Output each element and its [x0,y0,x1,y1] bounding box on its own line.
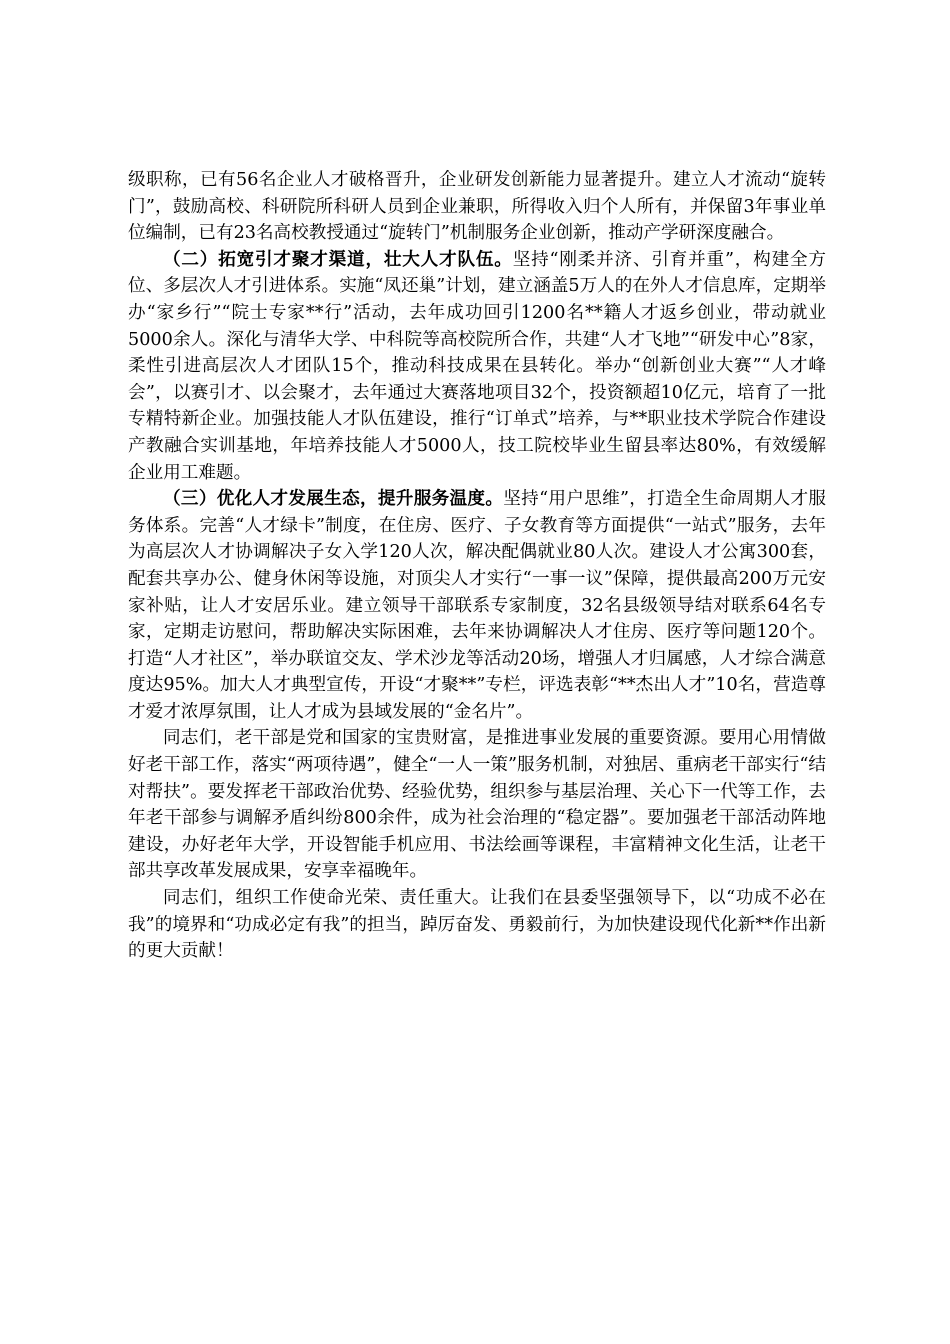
paragraph-talent-ecosystem [128,486,826,725]
paragraph-talent-flow [128,167,826,247]
section-heading-2: （二）拓宽引才聚才渠道，壮大人才队伍。 [163,248,513,270]
paragraph-closing [128,885,826,965]
section-heading-3: （三）优化人才发展生态，提升服务温度。 [163,488,504,510]
paragraph-talent-recruitment [128,247,826,486]
paragraph-text: 坚持“用户思维”，打造全生命周期人才服务体系。完善“人才绿卡”制度，在住房、医疗、子女教育等方面提供“一站式”服务，去年为高层次人才协调解决子女入学120人次，解决配偶就业80人次。建设人才公寓300套，配套共享办公、健身休闲等设施，对顶尖人才实行“一事一议”保障，提供最高200万元安家补贴，让人才安居乐业。建立领导干部联系专家制度，32名县级领导结对联系64名专家，定期走访慰问，帮助解决实际困难，去年来协调解决人才住房、医疗等问题120个。打造“人才社区”，举办联谊交友、学术沙龙等活动20场，增强人才归属感，人才综合满意度达95%。加大人才典型宣传，开设“才聚**”专栏，评选表彰“**杰出人才”10名，营造尊才爱才浓厚氛围，让人才成为县域发展的“金名片”。 [128,489,826,722]
paragraph-text: 同志们，老干部是党和国家的宝贵财富，是推进事业发展的重要资源。要用心用情做好老干部工作，落实“两项待遇”，健全“一人一策”服务机制，对独居、重病老干部实行“结对帮扶”。要发挥老干部政治优势、经验优势，组织参与基层治理、关心下一代等工作，去年老干部参与调解矛盾纠纷800余件，成为社会治理的“稳定器”。要加强老干部活动阵地建设，办好老年大学，开设智能手机应用、书法绘画等课程，丰富精神文化生活，让老干部共享改革发展成果，安享幸福晚年。 [128,728,826,882]
paragraph-text: 坚持“刚柔并济、引育并重”，构建全方位、多层次人才引进体系。实施“凤还巢”计划，建立涵盖5万人的在外人才信息库，定期举办“家乡行”“院士专家**行”活动，去年成功回引1200名**籍人才返乡创业，带动就业5000余人。深化与清华大学、中科院等高校院所合作，共建“人才飞地”“研发中心”8家，柔性引进高层次人才团队15个，推动科技成果在县转化。举办“创新创业大赛”“人才峰会”，以赛引才、以会聚才，去年通过大赛落地项目32个，投资额超10亿元，培育了一批专精特新企业。加强技能人才队伍建设，推行“订单式”培养，与**职业技术学院合作建设产教融合实训基地，年培养技能人才5000人，技工院校毕业生留县率达80%，有效缓解企业用工难题。 [128,249,826,483]
paragraph-veteran-cadres [128,725,826,885]
paragraph-text: 同志们，组织工作使命光荣、责任重大。让我们在县委坚强领导下，以“功成不必在我”的境界和“功成必定有我”的担当，踔厉奋发、勇毅前行，为加快建设现代化新**作出新的更大贡献！ [128,888,826,962]
paragraph-text: 级职称，已有56名企业人才破格晋升，企业研发创新能力显著提升。建立人才流动“旋转门”，鼓励高校、科研院所科研人员到企业兼职，所得收入归个人所有，并保留3年事业单位编制，已有23名高校教授通过“旋转门”机制服务企业创新，推动产学研深度融合。 [128,170,826,244]
document-body [128,167,826,965]
